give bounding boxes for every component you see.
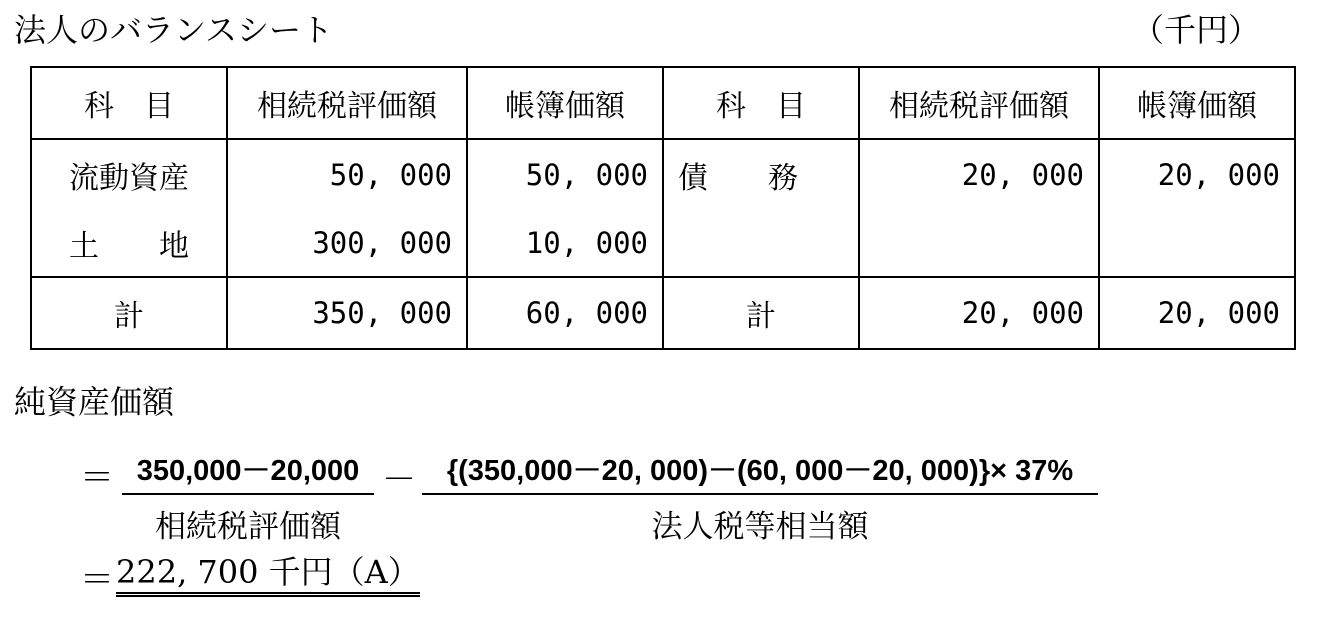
cell-item: 流動資産 <box>31 139 227 210</box>
page-title: 法人のバランスシート <box>14 11 334 49</box>
fraction-denominator: 相続税評価額 <box>155 509 341 545</box>
table-row <box>31 210 1295 277</box>
cell-total-value: 350, 000 <box>227 277 467 349</box>
fraction-numerator: {(350,000－20, 000)－(60, 000－20, 000)}× 37% <box>422 448 1098 495</box>
net-asset-label: 純資産価額 <box>14 383 175 421</box>
header-asset-book-value: 帳簿価額 <box>467 67 663 139</box>
cell-value: 20, 000 <box>859 139 1099 210</box>
header-asset-tax-value: 相続税評価額 <box>227 67 467 139</box>
cell-value: 20, 000 <box>1099 139 1295 210</box>
cell-item <box>663 210 859 277</box>
cell-item: 債 務 <box>663 139 859 210</box>
header-liability-book-value: 帳簿価額 <box>1099 67 1295 139</box>
unit-label: （千円） <box>1131 11 1260 49</box>
cell-total-value: 20, 000 <box>1099 277 1295 349</box>
cell-item: 土 地 <box>31 210 227 277</box>
balance-sheet-table <box>30 66 1296 350</box>
cell-value: 10, 000 <box>467 210 663 277</box>
fraction-tax-value <box>122 448 374 546</box>
cell-value: 50, 000 <box>227 139 467 210</box>
table-total-row <box>31 277 1295 349</box>
cell-value: 50, 000 <box>467 139 663 210</box>
cell-total-label: 計 <box>663 277 859 349</box>
cell-total-label: 計 <box>31 277 227 349</box>
cell-total-value: 20, 000 <box>859 277 1099 349</box>
header-liability-tax-value: 相続税評価額 <box>859 67 1099 139</box>
result-value: 222, 700 千円（A） <box>116 552 420 597</box>
header-liability-item: 科 目 <box>663 67 859 139</box>
cell-value: 300, 000 <box>227 210 467 277</box>
equals-sign: ＝ <box>80 458 114 498</box>
cell-total-value: 60, 000 <box>467 277 663 349</box>
table-row <box>31 139 1295 210</box>
table-header-row <box>31 67 1295 139</box>
fraction-corporate-tax <box>422 448 1098 546</box>
equals-sign: ＝ <box>80 560 114 600</box>
minus-sign: － <box>382 460 416 500</box>
cell-value <box>859 210 1099 277</box>
header-asset-item: 科 目 <box>31 67 227 139</box>
fraction-denominator: 法人税等相当額 <box>651 509 869 545</box>
cell-value <box>1099 210 1295 277</box>
fraction-numerator: 350,000－20,000 <box>122 448 374 495</box>
